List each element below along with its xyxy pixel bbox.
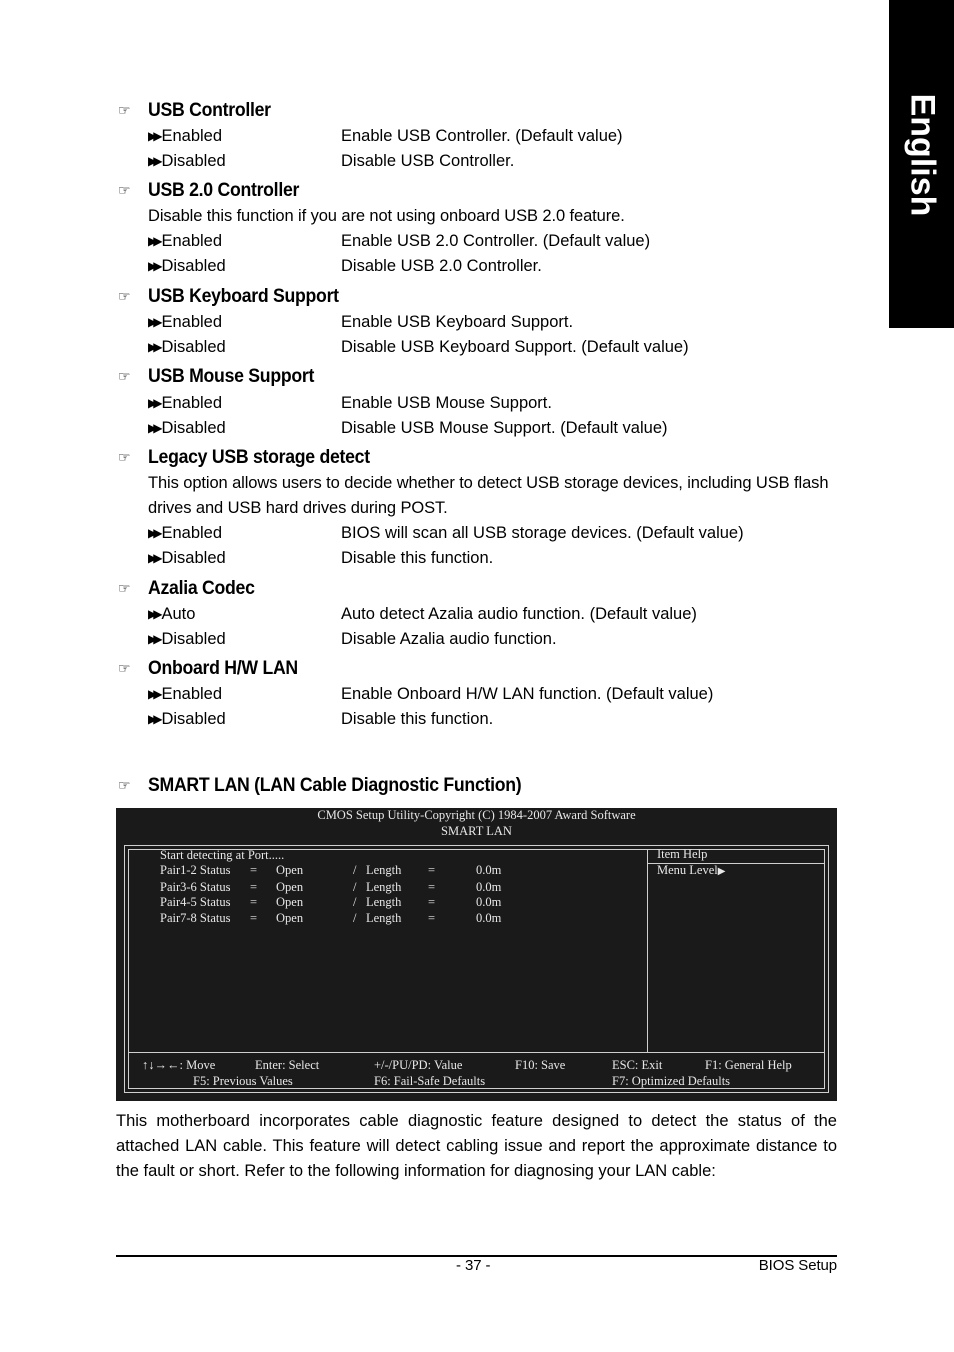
language-tab (889, 0, 954, 328)
option-name: ▶▶ Disabled (148, 257, 226, 275)
pair-eq: = (250, 880, 258, 894)
option-name: ▶▶ Enabled (148, 127, 223, 145)
bios-subtitle: SMART LAN (441, 824, 512, 838)
section-title-usb2-controller: USB 2.0 Controller (148, 180, 300, 201)
double-arrow-icon: ▶▶ (148, 421, 159, 435)
option-name: ▶▶ Disabled (148, 710, 226, 728)
pair-status: Open (276, 880, 304, 894)
triangle-right-icon: ▶ (717, 866, 726, 877)
pair-slash: / (353, 911, 357, 925)
pointing-hand-icon: ☞ (118, 777, 131, 793)
option-name: ▶▶ Disabled (148, 419, 226, 437)
section-note: Disable this function if you are not using onboard USB 2.0 feature. (148, 207, 625, 225)
pair-eq2: = (428, 880, 436, 894)
pair-length-label: Length (366, 911, 402, 925)
option-desc: Disable USB Controller. (341, 152, 515, 170)
pointing-hand-icon: ☞ (118, 580, 131, 596)
pointing-hand-icon: ☞ (118, 182, 131, 198)
pair-eq: = (250, 911, 258, 925)
pair-length: 0.0m (476, 863, 502, 877)
page-number: - 37 - (456, 1257, 491, 1274)
section-title-legacy-usb-storage: Legacy USB storage detect (148, 447, 370, 468)
option-desc: Disable USB Mouse Support. (Default value) (341, 419, 668, 437)
option-name: ▶▶ Disabled (148, 152, 226, 170)
section-title-usb-controller: USB Controller (148, 100, 271, 121)
section-title-usb-keyboard: USB Keyboard Support (148, 286, 339, 307)
option-name: ▶▶ Enabled (148, 394, 223, 412)
double-arrow-icon: ▶▶ (148, 129, 159, 143)
detect-line: Start detecting at Port..... (160, 848, 285, 862)
double-arrow-icon: ▶▶ (148, 551, 159, 565)
pair-label: Pair4-5 Status (160, 895, 231, 909)
pair-eq: = (250, 895, 258, 909)
pair-slash: / (353, 895, 357, 909)
double-arrow-icon: ▶▶ (148, 154, 159, 168)
section-note-line2: drives and USB hard drives during POST. (148, 499, 448, 517)
option-desc: Auto detect Azalia audio function. (Default value) (341, 605, 697, 623)
section-title-smart-lan: SMART LAN (LAN Cable Diagnostic Function) (148, 775, 522, 796)
language-tab-label: English (903, 93, 941, 217)
pair-length-label: Length (366, 895, 402, 909)
double-arrow-icon: ▶▶ (148, 687, 159, 701)
pair-eq2: = (428, 911, 436, 925)
key-esc: ESC: Exit (612, 1058, 663, 1072)
key-f6: F6: Fail-Safe Defaults (374, 1074, 486, 1088)
section-title-usb-mouse: USB Mouse Support (148, 366, 315, 387)
option-name: ▶▶ Enabled (148, 524, 223, 542)
option-name: ▶▶ Enabled (148, 685, 223, 703)
pair-length: 0.0m (476, 880, 502, 894)
pair-length: 0.0m (476, 911, 502, 925)
option-desc: BIOS will scan all USB storage devices. (Default value) (341, 524, 744, 542)
pair-length-label: Length (366, 880, 402, 894)
key-value: +/-/PU/PD: Value (374, 1058, 463, 1072)
option-desc: Disable this function. (341, 549, 494, 567)
arrow-keys-icon: ↑↓→← (142, 1058, 180, 1072)
double-arrow-icon: ▶▶ (148, 632, 159, 646)
pair-label: Pair1-2 Status (160, 863, 231, 877)
double-arrow-icon: ▶▶ (148, 526, 159, 540)
pointing-hand-icon: ☞ (118, 449, 131, 465)
bios-screenshot (116, 808, 837, 1101)
pair-status: Open (276, 863, 304, 877)
option-desc: Disable this function. (341, 710, 494, 728)
section-title-azalia-codec: Azalia Codec (148, 578, 255, 599)
pointing-hand-icon: ☞ (118, 660, 131, 676)
option-desc: Disable USB 2.0 Controller. (341, 257, 542, 275)
bios-frame (124, 845, 829, 1093)
footer-section: BIOS Setup (758, 1257, 837, 1274)
option-name: ▶▶ Disabled (148, 630, 226, 648)
option-desc: Enable USB 2.0 Controller. (Default value) (341, 232, 651, 250)
pair-status: Open (276, 911, 304, 925)
pair-label: Pair3-6 Status (160, 880, 231, 894)
pair-eq2: = (428, 863, 436, 877)
option-desc: Enable Onboard H/W LAN function. (Default value) (341, 685, 714, 703)
key-f7: F7: Optimized Defaults (612, 1074, 731, 1088)
option-desc: Enable USB Keyboard Support. (341, 313, 574, 331)
key-f10: F10: Save (515, 1058, 566, 1072)
option-name: ▶▶ Enabled (148, 232, 223, 250)
pointing-hand-icon: ☞ (118, 368, 131, 384)
double-arrow-icon: ▶▶ (148, 234, 159, 248)
option-name: ▶▶ Auto (148, 605, 196, 623)
key-move: ↑↓→←: Move (142, 1058, 216, 1072)
description-paragraph: This motherboard incorporates cable diagnostic feature designed to detect the status of the attached LAN cable. This feature will detect cabling issue and report the approximate distance to the fault or short. Refer to the following information for diagnosing your LAN cable: (116, 1112, 837, 1180)
pair-slash: / (353, 880, 357, 894)
pair-eq: = (250, 863, 258, 877)
pointing-hand-icon: ☞ (118, 102, 131, 118)
key-enter: Enter: Select (255, 1058, 320, 1072)
pair-eq2: = (428, 895, 436, 909)
option-desc: Enable USB Controller. (Default value) (341, 127, 623, 145)
option-desc: Enable USB Mouse Support. (341, 394, 552, 412)
pair-status: Open (276, 895, 304, 909)
option-name: ▶▶ Enabled (148, 313, 223, 331)
pair-length-label: Length (366, 863, 402, 877)
option-desc: Disable Azalia audio function. (341, 630, 557, 648)
pair-label: Pair7-8 Status (160, 911, 231, 925)
key-f5: F5: Previous Values (193, 1074, 293, 1088)
option-name: ▶▶ Disabled (148, 338, 226, 356)
section-title-onboard-lan: Onboard H/W LAN (148, 658, 298, 679)
pointing-hand-icon: ☞ (118, 288, 131, 304)
pair-length: 0.0m (476, 895, 502, 909)
pair-slash: / (353, 863, 357, 877)
option-name: ▶▶ Disabled (148, 549, 226, 567)
item-help-title: Item Help (657, 847, 708, 861)
menu-level: Menu Level▶ (657, 863, 726, 877)
double-arrow-icon: ▶▶ (148, 712, 159, 726)
double-arrow-icon: ▶▶ (148, 340, 159, 354)
bios-title: CMOS Setup Utility-Copyright (C) 1984-2007 Award Software (317, 808, 636, 822)
option-desc: Disable USB Keyboard Support. (Default value) (341, 338, 689, 356)
double-arrow-icon: ▶▶ (148, 315, 159, 329)
key-f1: F1: General Help (705, 1058, 792, 1072)
double-arrow-icon: ▶▶ (148, 396, 159, 410)
double-arrow-icon: ▶▶ (148, 259, 159, 273)
section-note-line1: This option allows users to decide whether to detect USB storage devices, including USB flash (148, 474, 829, 492)
double-arrow-icon: ▶▶ (148, 607, 159, 621)
